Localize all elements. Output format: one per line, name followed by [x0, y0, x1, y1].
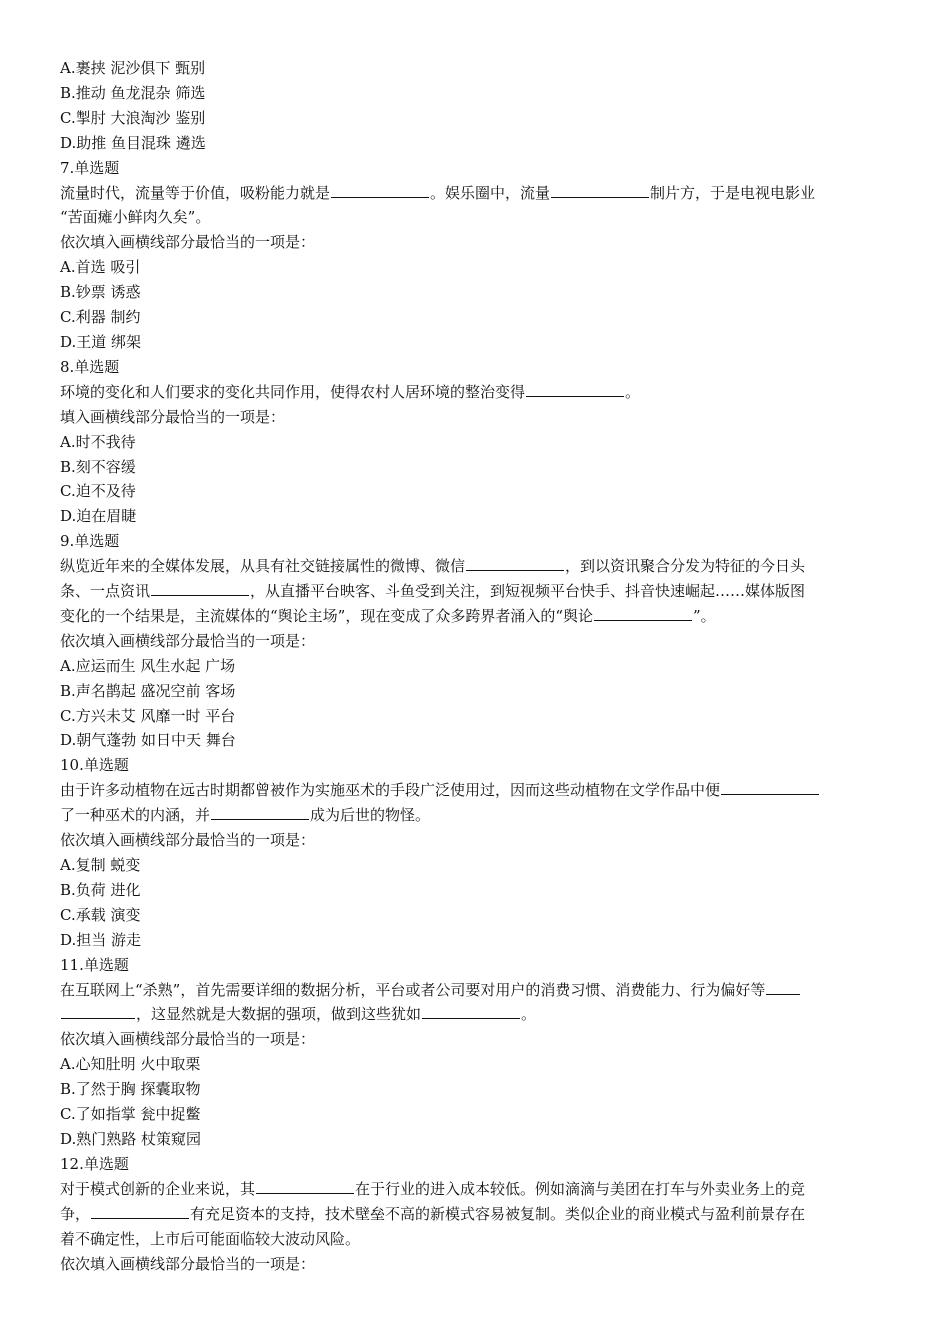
option-b: B.钞票 诱惑 — [60, 283, 141, 302]
question-prompt: 填入画横线部分最恰当的一项是： — [60, 407, 286, 426]
option-d: D.助推 鱼目混珠 遴选 — [60, 133, 206, 152]
option-c: C.掣肘 大浪淘沙 鉴别 — [60, 108, 206, 127]
question-text: 环境的变化和人们要求的变化共同作用，使得农村人居环境的整治变得 。 — [60, 380, 900, 405]
fill-blank — [211, 803, 309, 820]
question-text: 纵览近年来的全媒体发展，从具有社交链接属性的微博、微信 ，到以资讯聚合分发为特征的今日头 — [60, 554, 900, 579]
question-header: 9.单选题 — [60, 532, 120, 551]
fill-blank — [151, 579, 249, 596]
question-text: 流量时代，流量等于价值，吸粉能力就是 。娱乐圈中，流量 制片方，于是电视电影业 — [60, 181, 900, 206]
option-b: B.负荷 进化 — [60, 880, 141, 899]
fill-blank — [466, 554, 564, 571]
question-text: 争， 有充足资本的支持，技术壁垒不高的新模式容易被复制。类似企业的商业模式与盈利前景存在 — [60, 1202, 900, 1227]
option-b: B.推动 鱼龙混杂 筛选 — [60, 83, 206, 102]
fill-blank — [422, 1002, 520, 1019]
question-text: ，这显然就是大数据的强项，做到这些犹如 。 — [60, 1002, 900, 1027]
question-text: 在互联网上“杀熟”，首先需要详细的数据分析，平台或者公司要对用户的消费习惯、消费能力、行为偏好等 — [60, 978, 900, 1003]
option-c: C.了如指掌 瓮中捉鳖 — [60, 1105, 201, 1124]
question-text: 变化的一个结果是，主流媒体的“舆论主场”，现在变成了众多跨界者涌入的“舆论 ”。 — [60, 604, 900, 629]
fill-blank — [594, 604, 692, 621]
question-prompt: 依次填入画横线部分最恰当的一项是： — [60, 233, 316, 252]
option-a: A.复制 蜕变 — [60, 856, 141, 874]
option-d: D.王道 绑架 — [60, 332, 142, 351]
fill-blank — [91, 1202, 189, 1219]
option-d: D.朝气蓬勃 如日中天 舞台 — [60, 731, 236, 750]
fill-blank — [61, 1002, 135, 1019]
option-a: A.心知肚明 火中取栗 — [60, 1055, 201, 1074]
question-header: 10.单选题 — [60, 756, 129, 775]
option-c: C.方兴未艾 风靡一时 平台 — [60, 706, 236, 725]
fill-blank — [721, 778, 819, 795]
question-header: 12.单选题 — [60, 1154, 129, 1173]
fill-blank — [256, 1177, 354, 1194]
option-a: A.应运而生 风生水起 广场 — [60, 656, 236, 675]
question-header: 8.单选题 — [60, 357, 120, 376]
option-a: A.首选 吸引 — [60, 258, 141, 277]
option-d: D.迫在眉睫 — [60, 507, 137, 526]
option-a: A.裹挟 泥沙俱下 甄别 — [60, 59, 206, 77]
question-prompt: 依次填入画横线部分最恰当的一项是： — [60, 1254, 316, 1273]
fill-blank — [551, 181, 649, 198]
option-b: B.了然于胸 探囊取物 — [60, 1080, 201, 1099]
option-c: C.迫不及待 — [60, 482, 136, 501]
question-prompt: 依次填入画横线部分最恰当的一项是： — [60, 631, 316, 650]
option-c: C.承载 演变 — [60, 905, 141, 924]
question-prompt: 依次填入画横线部分最恰当的一项是： — [60, 831, 316, 850]
question-text: 对于模式创新的企业来说，其 在于行业的进入成本较低。例如滴滴与美团在打车与外卖业务上的竞 — [60, 1177, 900, 1202]
question-text: 着不确定性，上市后可能面临较大波动风险。 — [60, 1229, 361, 1248]
option-c: C.利器 制约 — [60, 308, 141, 327]
question-header: 11.单选题 — [60, 955, 129, 974]
fill-blank — [766, 978, 800, 995]
question-text: 由于许多动植物在远古时期都曾被作为实施巫术的手段广泛使用过，因而这些动植物在文学作品中便 — [60, 778, 900, 803]
fill-blank — [331, 181, 429, 198]
option-b: B.刻不容缓 — [60, 457, 136, 476]
question-text: 了一种巫术的内涵，并 成为后世的物怪。 — [60, 803, 900, 828]
exam-page — [60, 56, 900, 1276]
option-b: B.声名鹊起 盛况空前 客场 — [60, 681, 236, 700]
option-d: D.熟门熟路 杖策窥园 — [60, 1129, 202, 1148]
question-text: “苦面瘫小鲜肉久矣”。 — [60, 208, 211, 227]
fill-blank — [526, 380, 624, 397]
question-text: 条、一点资讯 ，从直播平台映客、斗鱼受到关注，到短视频平台快手、抖音快速崛起……媒体版图 — [60, 579, 900, 604]
question-header: 7.单选题 — [60, 158, 120, 177]
option-a: A.时不我待 — [60, 432, 136, 451]
option-d: D.担当 游走 — [60, 930, 142, 949]
question-prompt: 依次填入画横线部分最恰当的一项是： — [60, 1030, 316, 1049]
